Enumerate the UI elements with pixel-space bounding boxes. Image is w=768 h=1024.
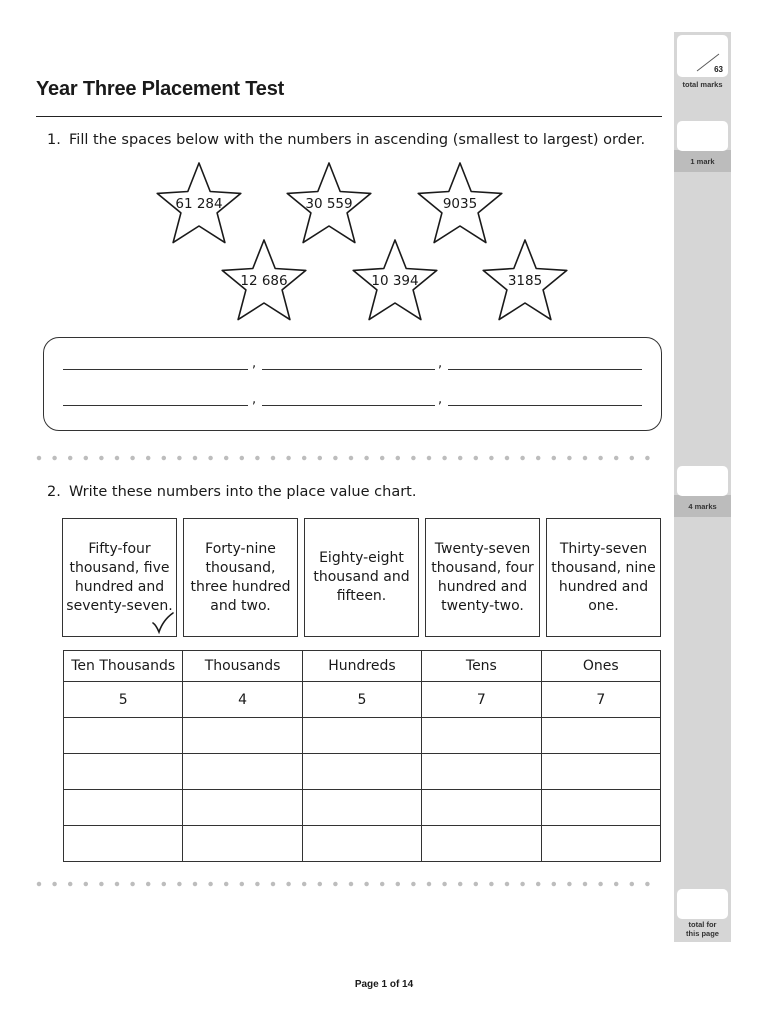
table-cell[interactable] bbox=[302, 826, 421, 862]
question-2-text: Write these numbers into the place value chart. bbox=[69, 484, 417, 500]
table-cell[interactable] bbox=[541, 754, 660, 790]
table-cell: 7 bbox=[541, 682, 660, 718]
column-header: Thousands bbox=[183, 651, 302, 682]
table-row bbox=[64, 790, 661, 826]
table-cell[interactable] bbox=[183, 790, 302, 826]
dotted-separator bbox=[36, 881, 666, 887]
number-word-card bbox=[546, 518, 661, 637]
table-cell[interactable] bbox=[302, 754, 421, 790]
answer-line[interactable] bbox=[448, 369, 642, 370]
marks-sidebar bbox=[674, 32, 731, 942]
answer-line[interactable] bbox=[63, 369, 248, 370]
table-cell: 5 bbox=[64, 682, 183, 718]
question-2-number: 2. bbox=[47, 484, 61, 500]
total-marks-label: total marks bbox=[682, 80, 723, 89]
table-cell[interactable] bbox=[64, 718, 183, 754]
comma: , bbox=[438, 392, 443, 407]
number-words: Fifty-four thousand, five hundred and seventy-seven. bbox=[66, 540, 173, 614]
q1-marks-box[interactable] bbox=[677, 121, 728, 151]
page-total-box[interactable] bbox=[677, 889, 728, 919]
table-cell[interactable] bbox=[183, 718, 302, 754]
page-title: Year Three Placement Test bbox=[36, 78, 285, 100]
column-header: Hundreds bbox=[302, 651, 421, 682]
table-cell[interactable] bbox=[422, 754, 541, 790]
table-cell[interactable] bbox=[541, 718, 660, 754]
star-number: 9035 bbox=[442, 196, 478, 212]
table-cell[interactable] bbox=[422, 790, 541, 826]
column-header: Tens bbox=[422, 651, 541, 682]
table-cell[interactable] bbox=[302, 718, 421, 754]
table-cell[interactable] bbox=[183, 826, 302, 862]
page-total-label-2: this page bbox=[686, 929, 719, 938]
table-cell[interactable] bbox=[541, 790, 660, 826]
number-words: Forty-nine thousand, three hundred and two. bbox=[190, 540, 291, 614]
comma: , bbox=[252, 392, 257, 407]
table-cell[interactable] bbox=[541, 826, 660, 862]
table-cell: 4 bbox=[183, 682, 302, 718]
star-number: 12 686 bbox=[240, 273, 288, 289]
table-cell[interactable] bbox=[302, 790, 421, 826]
star-number: 10 394 bbox=[371, 273, 419, 289]
number-words: Twenty-seven thousand, four hundred and twenty-two. bbox=[431, 540, 534, 614]
place-value-table bbox=[63, 650, 661, 862]
star-group bbox=[0, 0, 680, 340]
star-number: 61 284 bbox=[175, 196, 223, 212]
table-row bbox=[64, 754, 661, 790]
answer-line[interactable] bbox=[262, 405, 435, 406]
number-word-card bbox=[425, 518, 540, 637]
table-cell[interactable] bbox=[183, 754, 302, 790]
table-cell: 5 bbox=[302, 682, 421, 718]
table-header-row bbox=[64, 651, 661, 682]
table-row bbox=[64, 826, 661, 862]
q2-marks-label: 4 marks bbox=[688, 502, 717, 511]
question-1-text: Fill the spaces below with the numbers in ascending (smallest to largest) order. bbox=[69, 132, 646, 148]
table-cell[interactable] bbox=[422, 718, 541, 754]
column-header: Ones bbox=[541, 651, 660, 682]
table-cell[interactable] bbox=[64, 826, 183, 862]
answer-line[interactable] bbox=[448, 405, 642, 406]
number-words: Eighty-eight thousand and fifteen. bbox=[313, 550, 410, 604]
tick-icon bbox=[151, 611, 175, 635]
comma: , bbox=[438, 356, 443, 371]
table-row bbox=[64, 718, 661, 754]
number-words: Thirty-seven thousand, nine hundred and one. bbox=[551, 540, 656, 614]
star-number: 30 559 bbox=[305, 196, 353, 212]
question-1-number: 1. bbox=[47, 132, 61, 148]
page-total-label-1: total for bbox=[688, 920, 717, 929]
table-cell[interactable] bbox=[64, 754, 183, 790]
answer-box bbox=[43, 337, 662, 431]
answer-line[interactable] bbox=[262, 369, 435, 370]
number-word-card bbox=[304, 518, 419, 637]
table-cell[interactable] bbox=[422, 826, 541, 862]
comma: , bbox=[252, 356, 257, 371]
q1-marks-label: 1 mark bbox=[690, 157, 715, 166]
total-marks-value: 63 bbox=[714, 65, 723, 74]
dotted-separator bbox=[36, 455, 666, 461]
column-header: Ten Thousands bbox=[64, 651, 183, 682]
page-number: Page 1 of 14 bbox=[354, 979, 414, 990]
number-word-card bbox=[183, 518, 298, 637]
table-row bbox=[64, 682, 661, 718]
q2-marks-box[interactable] bbox=[677, 466, 728, 496]
table-cell: 7 bbox=[422, 682, 541, 718]
star-number: 3185 bbox=[507, 273, 543, 289]
answer-line[interactable] bbox=[63, 405, 248, 406]
table-cell[interactable] bbox=[64, 790, 183, 826]
total-marks-box bbox=[677, 35, 728, 77]
